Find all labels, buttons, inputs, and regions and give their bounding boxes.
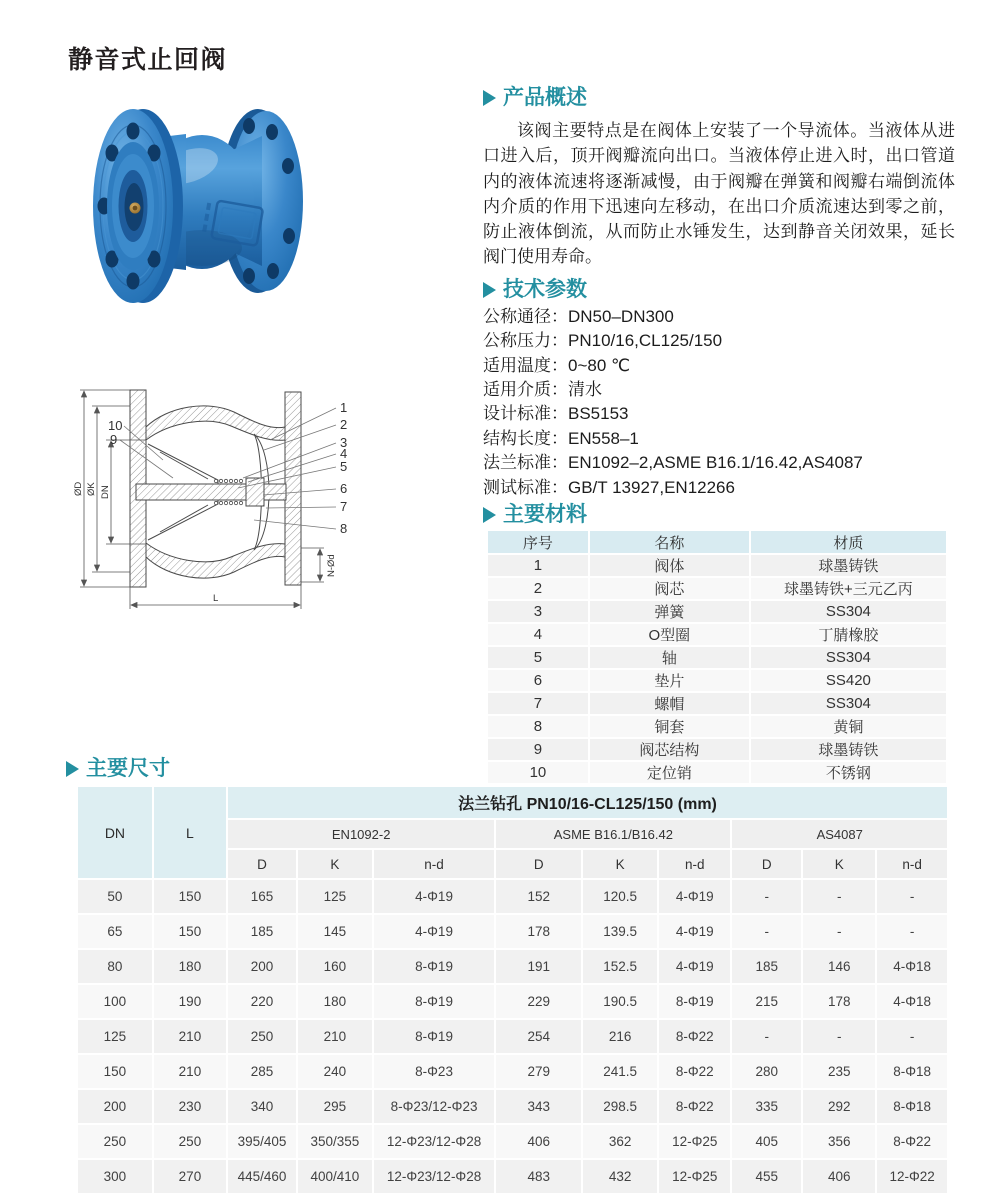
table-cell: 12-Φ25 <box>659 1160 730 1193</box>
dim-label-l: L <box>213 593 219 604</box>
table-cell: 240 <box>298 1055 372 1088</box>
table-cell: 300 <box>78 1160 152 1193</box>
table-cell: 2 <box>488 578 588 599</box>
dimensions-heading-text: 主要尺寸 <box>86 757 170 780</box>
table-cell: 4-Φ19 <box>659 915 730 948</box>
table-cell: O型圈 <box>590 624 749 645</box>
table-cell: 210 <box>154 1020 226 1053</box>
table-row <box>78 1020 947 1053</box>
table-cell: 165 <box>228 880 296 913</box>
table-row <box>488 670 946 691</box>
table-cell: 5 <box>488 647 588 668</box>
table-cell: 190.5 <box>583 985 657 1018</box>
table-cell: SS304 <box>751 693 946 714</box>
table-cell: 185 <box>228 915 296 948</box>
table-cell: 12-Φ23/12-Φ28 <box>374 1160 495 1193</box>
table-row <box>488 647 946 668</box>
valve-section-drawing <box>68 382 460 622</box>
part-label-10: 10 <box>108 418 123 433</box>
group-header-as: AS4087 <box>732 820 947 848</box>
table-cell: 230 <box>154 1090 226 1123</box>
sub-header-nd: n-d <box>374 850 495 878</box>
table-row <box>78 1125 947 1158</box>
dim-label-ok: ØK <box>86 482 97 496</box>
table-row <box>78 1090 947 1123</box>
table-cell: 黄铜 <box>751 716 946 737</box>
sub-header-k: K <box>803 850 875 878</box>
table-cell: 12-Φ25 <box>659 1125 730 1158</box>
spec-value: PN10/16,CL125/150 <box>568 331 723 351</box>
table-cell: 8-Φ23 <box>374 1055 495 1088</box>
table-cell: 216 <box>583 1020 657 1053</box>
table-cell: 445/460 <box>228 1160 296 1193</box>
table-row <box>78 1055 947 1088</box>
spec-value: BS5153 <box>568 404 629 424</box>
table-cell: 215 <box>732 985 801 1018</box>
sub-header-d: D <box>228 850 296 878</box>
table-cell: 阀芯 <box>590 578 749 599</box>
spec-label: 法兰标准： <box>483 453 568 473</box>
section-arrow-icon <box>483 282 496 298</box>
table-cell: 250 <box>154 1125 226 1158</box>
table-cell: 垫片 <box>590 670 749 691</box>
part-label-2: 2 <box>340 417 348 432</box>
table-cell: 254 <box>496 1020 581 1053</box>
table-cell: 362 <box>583 1125 657 1158</box>
spec-line <box>483 354 955 378</box>
table-cell: 356 <box>803 1125 875 1158</box>
table-cell: SS420 <box>751 670 946 691</box>
spec-line <box>483 329 955 353</box>
table-cell: 405 <box>732 1125 801 1158</box>
spec-line <box>483 427 955 451</box>
tech-params-heading <box>483 278 955 302</box>
table-cell: 弹簧 <box>590 601 749 622</box>
table-cell: 8-Φ19 <box>374 1020 495 1053</box>
table-cell: - <box>732 1020 801 1053</box>
spec-line <box>483 476 955 500</box>
spec-label: 设计标准： <box>483 404 568 424</box>
table-cell: SS304 <box>751 647 946 668</box>
overview-heading <box>483 86 955 110</box>
table-cell: 235 <box>803 1055 875 1088</box>
table-cell: 400/410 <box>298 1160 372 1193</box>
dimensions-table <box>76 785 949 1195</box>
table-row <box>78 880 947 913</box>
flange-drilling-header: 法兰钻孔 PN10/16-CL125/150 (mm) <box>228 787 947 818</box>
table-cell: 250 <box>228 1020 296 1053</box>
dimensions-section <box>66 757 949 1195</box>
table-cell: 285 <box>228 1055 296 1088</box>
table-cell: 12-Φ22 <box>877 1160 947 1193</box>
product-photo <box>86 96 398 338</box>
table-cell: - <box>877 915 947 948</box>
table-cell: 178 <box>803 985 875 1018</box>
materials-col-material: 材质 <box>751 531 946 553</box>
table-cell: 定位销 <box>590 762 749 783</box>
part-label-5: 5 <box>340 459 348 474</box>
table-cell: 292 <box>803 1090 875 1123</box>
table-cell: 球墨铸铁 <box>751 555 946 576</box>
table-cell: - <box>732 915 801 948</box>
col-header-l: L <box>154 787 226 878</box>
table-row <box>488 601 946 622</box>
table-cell: 8-Φ19 <box>374 950 495 983</box>
table-row <box>78 985 947 1018</box>
table-row <box>488 578 946 599</box>
table-cell: 轴 <box>590 647 749 668</box>
materials-heading-text: 主要材料 <box>503 503 587 527</box>
spec-label: 公称通径： <box>483 306 568 326</box>
table-cell: 8-Φ19 <box>659 985 730 1018</box>
table-cell: 229 <box>496 985 581 1018</box>
table-cell: 10 <box>488 762 588 783</box>
table-cell: 340 <box>228 1090 296 1123</box>
table-cell: 200 <box>78 1090 152 1123</box>
group-header-asme: ASME B16.1/B16.42 <box>496 820 730 848</box>
spec-value: DN50–DN300 <box>568 306 674 326</box>
table-cell: 298.5 <box>583 1090 657 1123</box>
table-row <box>488 716 946 737</box>
table-cell: 阀体 <box>590 555 749 576</box>
table-cell: 178 <box>496 915 581 948</box>
spec-value: GB/T 13927,EN12266 <box>568 477 735 497</box>
table-cell: 220 <box>228 985 296 1018</box>
valve-section-body <box>130 390 301 587</box>
table-cell: 432 <box>583 1160 657 1193</box>
part-label-3: 3 <box>340 435 348 450</box>
table-cell: 4-Φ18 <box>877 985 947 1018</box>
sub-header-d: D <box>732 850 801 878</box>
table-cell: 丁腈橡胶 <box>751 624 946 645</box>
table-cell: 8 <box>488 716 588 737</box>
table-cell: 3 <box>488 601 588 622</box>
dim-label-dn: DN <box>100 485 111 499</box>
table-cell: 150 <box>154 915 226 948</box>
table-cell: 295 <box>298 1090 372 1123</box>
table-cell: 12-Φ23/12-Φ28 <box>374 1125 495 1158</box>
table-cell: 200 <box>228 950 296 983</box>
table-row <box>78 950 947 983</box>
table-cell: 4 <box>488 624 588 645</box>
part-label-9: 9 <box>110 432 118 447</box>
table-cell: 152.5 <box>583 950 657 983</box>
table-cell: 螺帽 <box>590 693 749 714</box>
table-cell: SS304 <box>751 601 946 622</box>
table-cell: 9 <box>488 739 588 760</box>
table-row <box>488 624 946 645</box>
section-arrow-icon <box>483 90 496 106</box>
dimensions-heading <box>66 757 949 781</box>
table-cell: 483 <box>496 1160 581 1193</box>
table-cell: 150 <box>154 880 226 913</box>
table-cell: 8-Φ22 <box>659 1090 730 1123</box>
table-cell: 152 <box>496 880 581 913</box>
table-cell: - <box>732 880 801 913</box>
table-cell: 铜套 <box>590 716 749 737</box>
tech-params-heading-text: 技术参数 <box>503 277 587 301</box>
dim-label-od: ØD <box>73 481 84 496</box>
page-title: 静音式止回阀 <box>68 46 228 74</box>
table-row <box>78 915 947 948</box>
table-cell: 185 <box>732 950 801 983</box>
table-row <box>78 1160 947 1193</box>
table-cell: 241.5 <box>583 1055 657 1088</box>
table-cell: - <box>877 880 947 913</box>
table-cell: 8-Φ22 <box>877 1125 947 1158</box>
technical-drawing <box>68 382 460 622</box>
section-arrow-icon <box>66 761 79 777</box>
spec-value: EN1092–2,ASME B16.1/16.42,AS4087 <box>568 453 863 473</box>
table-cell: 4-Φ18 <box>877 950 947 983</box>
table-cell: - <box>877 1020 947 1053</box>
sub-header-k: K <box>583 850 657 878</box>
group-header-en: EN1092-2 <box>228 820 494 848</box>
table-cell: 335 <box>732 1090 801 1123</box>
table-cell: 球墨铸铁+三元乙丙 <box>751 578 946 599</box>
table-cell: 279 <box>496 1055 581 1088</box>
table-cell: 120.5 <box>583 880 657 913</box>
table-cell: 210 <box>298 1020 372 1053</box>
spec-line <box>483 305 955 329</box>
table-cell: 250 <box>78 1125 152 1158</box>
table-cell: 7 <box>488 693 588 714</box>
table-cell: 125 <box>78 1020 152 1053</box>
dim-label-nd: N-Ød <box>326 554 337 577</box>
valve-photo-illustration <box>86 96 398 338</box>
materials-header-row <box>488 531 946 553</box>
table-cell: 100 <box>78 985 152 1018</box>
table-cell: 395/405 <box>228 1125 296 1158</box>
table-cell: 145 <box>298 915 372 948</box>
table-cell: 65 <box>78 915 152 948</box>
table-cell: - <box>803 915 875 948</box>
table-cell: 343 <box>496 1090 581 1123</box>
table-cell: 180 <box>298 985 372 1018</box>
spec-value: EN558–1 <box>568 428 639 448</box>
table-cell: 8-Φ22 <box>659 1055 730 1088</box>
table-cell: 125 <box>298 880 372 913</box>
overview-heading-text: 产品概述 <box>503 86 587 109</box>
table-cell: 阀芯结构 <box>590 739 749 760</box>
spec-line <box>483 378 955 402</box>
table-cell: 4-Φ19 <box>374 880 495 913</box>
table-cell: 190 <box>154 985 226 1018</box>
table-cell: 406 <box>803 1160 875 1193</box>
part-label-8: 8 <box>340 521 348 536</box>
spec-label: 公称压力： <box>483 331 568 351</box>
part-label-4: 4 <box>340 446 348 461</box>
brass-guide-center <box>133 206 138 211</box>
info-column <box>483 86 955 785</box>
materials-table-body <box>488 555 946 783</box>
table-cell: 8-Φ18 <box>877 1090 947 1123</box>
spec-line <box>483 402 955 426</box>
table-cell: 191 <box>496 950 581 983</box>
table-cell: 4-Φ19 <box>374 915 495 948</box>
table-cell: 455 <box>732 1160 801 1193</box>
materials-col-name: 名称 <box>590 531 749 553</box>
table-cell: 8-Φ19 <box>374 985 495 1018</box>
spec-label: 适用介质： <box>483 380 568 399</box>
table-cell: 160 <box>298 950 372 983</box>
table-cell: 4-Φ19 <box>659 950 730 983</box>
table-cell: 不锈钢 <box>751 762 946 783</box>
table-cell: 1 <box>488 555 588 576</box>
dimensions-table-body <box>78 880 947 1193</box>
part-label-1: 1 <box>340 400 348 415</box>
table-row <box>488 693 946 714</box>
spec-label: 适用温度： <box>483 355 568 375</box>
table-cell: 270 <box>154 1160 226 1193</box>
table-row <box>488 555 946 576</box>
table-cell: 8-Φ23/12-Φ23 <box>374 1090 495 1123</box>
table-cell: 球墨铸铁 <box>751 739 946 760</box>
table-cell: 139.5 <box>583 915 657 948</box>
table-cell: 350/355 <box>298 1125 372 1158</box>
col-header-dn: DN <box>78 787 152 878</box>
spec-value: 清水 <box>568 380 602 399</box>
section-arrow-icon <box>483 507 496 523</box>
part-label-7: 7 <box>340 499 348 514</box>
table-cell: 146 <box>803 950 875 983</box>
overview-paragraph: 该阀主要特点是在阀体上安装了一个导流体。当液体从进口进入后，顶开阀瓣流向出口。当液体停止进入时，出口管道内的液体流速将逐渐减慢，由于阀瓣在弹簧和阀瓣右端倒流体内介质的作用下迅速向左移动，在出口介质流速达到零之前，防止液体倒流，从而防止水锤发生，达到静音关闭效果，延长阀门使用寿命。 <box>483 121 955 267</box>
table-cell: 8-Φ18 <box>877 1055 947 1088</box>
sub-header-k: K <box>298 850 372 878</box>
table-cell: 6 <box>488 670 588 691</box>
sub-header-d: D <box>496 850 581 878</box>
dim-header-row-1 <box>78 787 947 818</box>
table-cell: 50 <box>78 880 152 913</box>
tech-params-list <box>483 305 955 500</box>
sub-header-nd: n-d <box>659 850 730 878</box>
spec-value: 0~80 ℃ <box>568 355 631 375</box>
table-cell: 280 <box>732 1055 801 1088</box>
sub-header-nd: n-d <box>877 850 947 878</box>
spec-label: 测试标准： <box>483 477 568 497</box>
materials-col-no: 序号 <box>488 531 588 553</box>
table-cell: 180 <box>154 950 226 983</box>
table-cell: 406 <box>496 1125 581 1158</box>
table-cell: 8-Φ22 <box>659 1020 730 1053</box>
table-cell: 80 <box>78 950 152 983</box>
spec-line <box>483 451 955 475</box>
table-cell: 210 <box>154 1055 226 1088</box>
spec-label: 结构长度： <box>483 428 568 448</box>
table-cell: 150 <box>78 1055 152 1088</box>
part-label-6: 6 <box>340 481 348 496</box>
materials-table <box>486 529 948 785</box>
table-cell: - <box>803 880 875 913</box>
materials-heading <box>483 503 955 527</box>
table-cell: 4-Φ19 <box>659 880 730 913</box>
table-cell: - <box>803 1020 875 1053</box>
